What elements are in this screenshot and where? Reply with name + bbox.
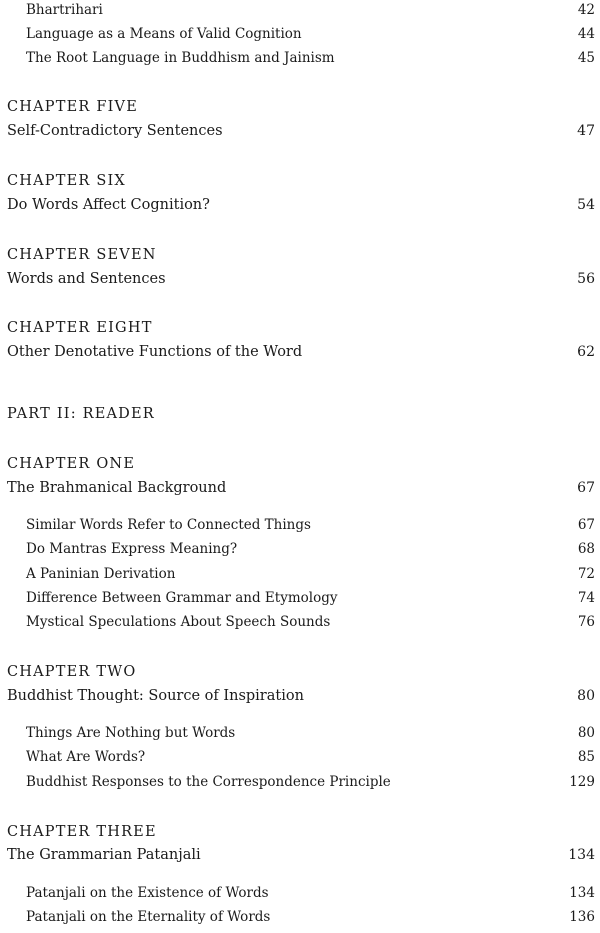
chapter-title: Self-Contradictory Sentences [7,123,223,139]
toc-page-number: 42 [577,2,595,18]
toc-entry-title: Do Mantras Express Meaning? [26,541,238,557]
toc-page-number: 129 [569,774,595,790]
toc-entry-title: Similar Words Refer to Connected Things [26,517,311,533]
toc-page-number: 67 [577,480,595,496]
toc-page-number: 44 [577,26,595,42]
toc-entry-title: Difference Between Grammar and Etymology [26,590,338,606]
toc-entry-title: Patanjali on the Eternality of Words [26,909,271,925]
part-heading: PART II: READER [7,406,155,422]
toc-entry-title: Things Are Nothing but Words [26,725,236,741]
chapter-title: Buddhist Thought: Source of Inspiration [7,688,304,704]
chapter-heading: CHAPTER SEVEN [7,247,157,263]
toc-page-number: 80 [577,725,595,741]
chapter-heading: CHAPTER THREE [7,824,157,840]
chapter-title: The Grammarian Patanjali [7,847,201,863]
toc-page-number: 54 [577,197,595,213]
toc-page-number: 62 [577,344,595,360]
chapter-heading: CHAPTER FIVE [7,99,138,115]
chapter-heading: CHAPTER ONE [7,456,136,472]
toc-page-number: 45 [577,50,595,66]
toc-entry-title: Mystical Speculations About Speech Sounds [26,614,331,630]
toc-page-number: 85 [577,749,595,765]
toc-page-number: 68 [577,541,595,557]
toc-page-number: 72 [577,566,595,582]
toc-page-number: 56 [577,271,595,287]
toc-page-number: 134 [568,847,595,863]
toc-entry-title: Bhartrihari [26,2,103,18]
toc-entry-title: Language as a Means of Valid Cognition [26,26,302,42]
toc-page-number: 134 [569,885,595,901]
toc-page-number: 74 [577,590,595,606]
toc-page-number: 47 [577,123,595,139]
chapter-title: Other Denotative Functions of the Word [7,344,303,360]
toc-entry-title: Patanjali on the Existence of Words [26,885,269,901]
toc-page-number: 136 [569,909,595,925]
toc-entry-title: Buddhist Responses to the Correspondence Principle [26,774,391,790]
chapter-title: Do Words Affect Cognition? [7,197,210,213]
chapter-heading: CHAPTER EIGHT [7,320,153,336]
chapter-title: Words and Sentences [7,271,166,287]
toc-page-number: 67 [577,517,595,533]
toc-entry-title: What Are Words? [26,749,146,765]
chapter-title: The Brahmanical Background [7,480,227,496]
toc-page-number: 76 [577,614,595,630]
toc-page-number: 80 [577,688,595,704]
chapter-heading: CHAPTER TWO [7,664,137,680]
toc-entry-title: A Paninian Derivation [26,566,176,582]
toc-entry-title: The Root Language in Buddhism and Jainism [26,50,335,66]
chapter-heading: CHAPTER SIX [7,173,126,189]
